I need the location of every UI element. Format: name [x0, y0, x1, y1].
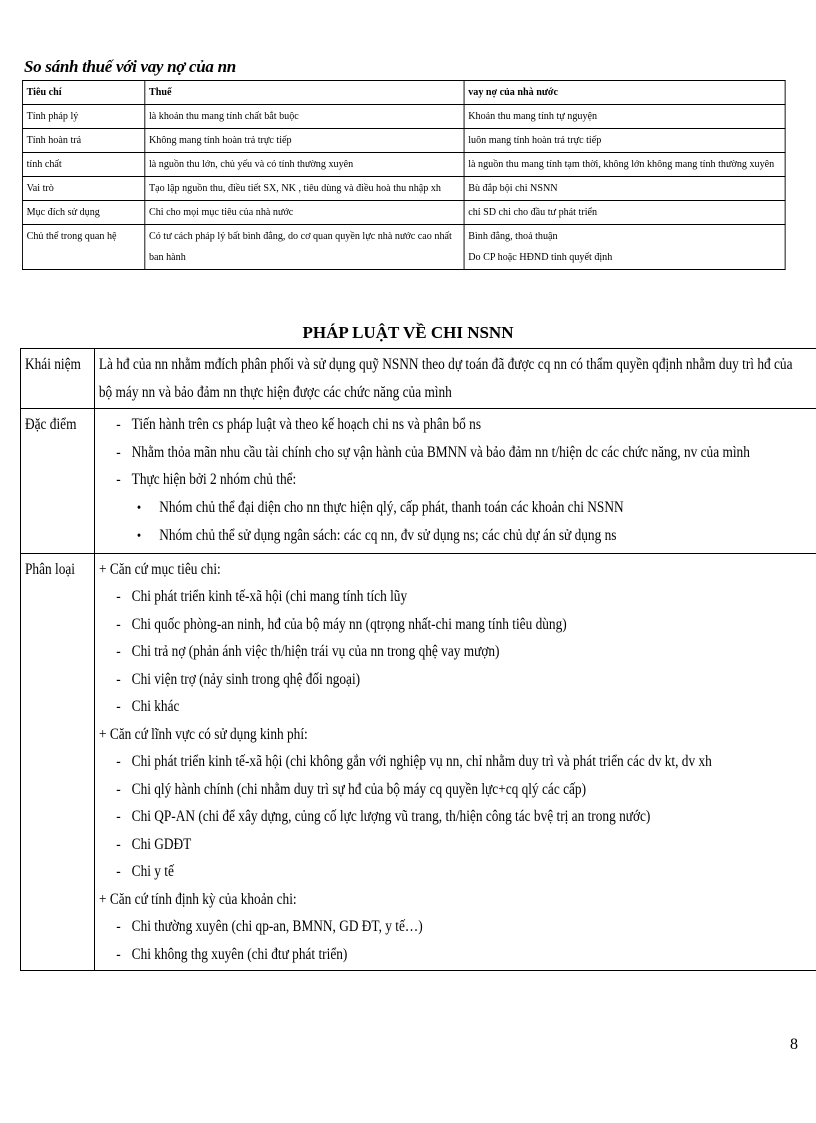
- public-spending-law-table: [20, 348, 816, 971]
- table-cell: Chủ thể trong quan hệ: [22, 225, 144, 270]
- list-item: - Chi GDĐT: [99, 831, 816, 859]
- section2-title: PHÁP LUẬT VỀ CHI NSNN: [302, 323, 514, 342]
- table-cell: chỉ SD chi cho đầu tư phát triển: [464, 201, 785, 225]
- label-text: Đặc điểm: [25, 416, 77, 433]
- row-classification: [21, 553, 816, 971]
- label-text: Phân loại: [25, 560, 75, 578]
- list-item: - Chi trả nợ (phản ánh việc th/hiện trái vụ của nn trong qhệ vay mượn): [99, 638, 816, 666]
- list-item: - Chi phát triển kinh tế-xã hội (chi không gắn với nghiệp vụ nn, chỉ nhằm duy trì và phát triển các dv kt, dv xh: [99, 748, 816, 776]
- cell-line: Do CP hoặc HĐND tỉnh quyết định: [468, 251, 613, 263]
- list-item: - Chi qlý hành chính (chi nhằm duy trì sự hđ của bộ máy cq quyền lực+cq qlý các cấp): [99, 776, 816, 804]
- row-content: [95, 553, 816, 971]
- list-item: - Chi phát triển kinh tế-xã hội (chi mang tính tích lũy: [99, 583, 816, 611]
- group-heading: + Căn cứ lĩnh vực có sử dụng kinh phí:: [99, 725, 308, 743]
- table-cell: Tính pháp lý: [22, 105, 144, 129]
- header-tax: Thuế: [145, 81, 464, 105]
- row-label: [21, 553, 95, 971]
- table-row: [22, 105, 785, 129]
- table-row: [22, 129, 785, 153]
- concept-text: Là hđ của nn nhằm mđích phân phối và sử dụng quỹ NSNN theo dự toán đã được cq nn có thẩm quyền qđịnh nhằm duy trì hđ của bộ máy nn và bảo đảm nn thực hiện được các chức năng của mình: [98, 356, 792, 401]
- list-item: - Chi y tế: [99, 858, 816, 886]
- row-label: [21, 409, 95, 554]
- table-cell: là khoản thu mang tính chất bắt buộc: [145, 105, 464, 129]
- group-heading: + Căn cứ tính định kỳ của khoản chi:: [99, 890, 297, 908]
- table-cell: là nguồn thu mang tính tạm thời, không lớn không mang tính thường xuyên: [464, 153, 785, 177]
- list-item: - Chi khác: [99, 693, 816, 721]
- row-concept: [21, 349, 816, 409]
- row-content: [95, 409, 816, 554]
- table-header-row: [22, 81, 785, 105]
- table-cell: Khoản thu mang tính tự nguyện: [464, 105, 785, 129]
- group-heading: + Căn cứ mục tiêu chi:: [99, 560, 221, 578]
- list-item: - Nhằm thỏa mãn nhu cầu tài chính cho sự vận hành của BMNN và bảo đảm nn t/hiện dc các chức năng, nv của mình: [99, 439, 816, 467]
- header-state-debt: vay nợ của nhà nước: [464, 81, 785, 105]
- table-cell: Không mang tính hoàn trả trực tiếp: [145, 129, 464, 153]
- list-item: - Chi thường xuyên (chi qp-an, BMNN, GD ĐT, y tế…): [99, 913, 816, 941]
- list-item: - Chi quốc phòng-an ninh, hđ của bộ máy nn (qtrọng nhất-chi mang tính tiêu dùng): [99, 611, 816, 639]
- row-content: [95, 349, 805, 409]
- bullet-item: • Nhóm chủ thể đại diện cho nn thực hiện qlý, cấp phát, thanh toán các khoản chi NSNN: [99, 494, 816, 523]
- cell-line: Bình đẳng, thoả thuận: [468, 230, 558, 242]
- table-cell: [464, 225, 785, 270]
- bullet-item: • Nhóm chủ thể sử dụng ngân sách: các cq nn, đv sử dụng ns; các chủ dự án sử dụng ns: [99, 522, 816, 551]
- table-row: [22, 225, 785, 270]
- table-cell: Tính hoàn trả: [22, 129, 144, 153]
- table-cell: Mục đích sử dụng: [22, 201, 144, 225]
- comparison-table: [22, 80, 786, 270]
- row-label: [21, 349, 95, 409]
- table-cell: tính chất: [22, 153, 144, 177]
- table-row: [22, 153, 785, 177]
- table-cell: là nguồn thu lớn, chủ yếu và có tính thường xuyên: [145, 153, 464, 177]
- list-item: - Chi không thg xuyên (chi đtư phát triển): [99, 941, 816, 969]
- table-cell: Vai trò: [22, 177, 144, 201]
- table-cell: Có tư cách pháp lý bất bình đẳng, do cơ quan quyền lực nhà nước cao nhất ban hành: [145, 225, 464, 270]
- table-cell: Tạo lập nguồn thu, điều tiết SX, NK , tiêu dùng và điều hoà thu nhập xh: [145, 177, 464, 201]
- table-cell: Chi cho mọi mục tiêu của nhà nước: [145, 201, 464, 225]
- header-criteria: Tiêu chí: [22, 81, 144, 105]
- table-cell: luôn mang tính hoàn trả trực tiếp: [464, 129, 785, 153]
- list-item: - Chi viện trợ (nảy sinh trong qhệ đối ngoại): [99, 666, 816, 694]
- list-item: - Chi QP-AN (chi để xây dựng, củng cố lực lượng vũ trang, th/hiện công tác bvệ trị an trong nước): [99, 803, 816, 831]
- page-number: 8: [790, 1036, 798, 1053]
- section1-title: So sánh thuế với vay nợ của nn: [24, 57, 236, 76]
- list-item: - Tiến hành trên cs pháp luật và theo kế hoạch chi ns và phân bổ ns: [99, 411, 816, 439]
- table-cell: Bù đắp bội chi NSNN: [464, 177, 785, 201]
- row-characteristics: [21, 409, 816, 554]
- list-item: - Thực hiện bởi 2 nhóm chủ thể:: [99, 466, 816, 494]
- label-text: Khái niệm: [25, 356, 81, 373]
- table-row: [22, 201, 785, 225]
- table-row: [22, 177, 785, 201]
